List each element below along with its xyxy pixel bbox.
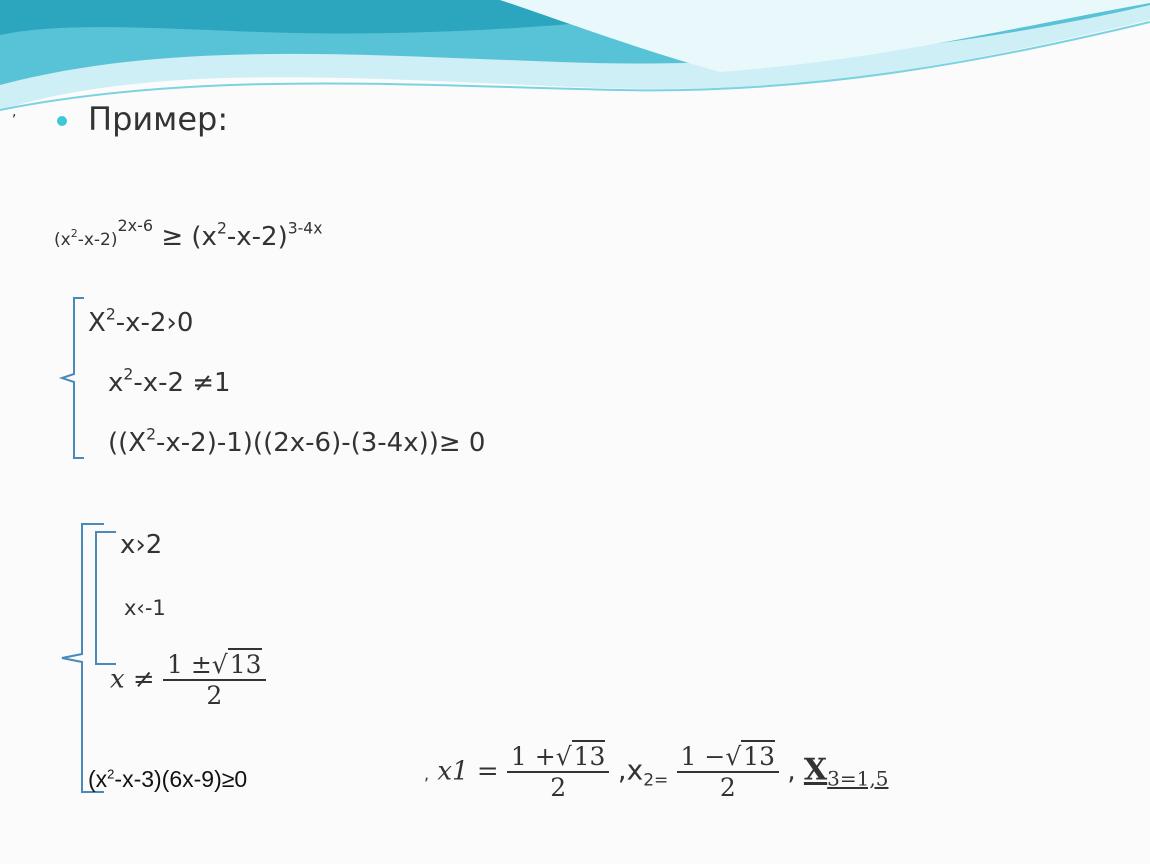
system-brace-1: [58, 296, 88, 464]
system2-neq-fraction: x ≠ $\frac{1 \pm√13}{2}$: [110, 650, 266, 710]
system1-line3: $((X^2-x-2)-1)((2x-6)-(3-4x))\ge 0$: [108, 425, 486, 458]
roots-line: , x1 = $\frac{1 +√13}{2}$ $,x_{2=}$ $\frac{1 -√13}{2}$ , $X_{3=1,5}$: [424, 742, 889, 802]
system2-line2: x‹-1: [124, 596, 166, 620]
main-inequality: $(x^2-x-2)^{2x-6} \ge (x^2-x-2)^{3-4x}$: [54, 216, 323, 252]
system2-product-line: $(x^2-x-3)(6x-9)\ge 0$: [88, 766, 248, 792]
system1-line2: $x^2-x-2 \ne 1$: [108, 365, 231, 398]
slide-title: Пример:: [88, 100, 229, 138]
system1-line1: $X^2-x-2›0$: [88, 305, 194, 338]
bullet-dot: [57, 116, 67, 126]
stray-comma: ,: [12, 104, 17, 120]
system-brace-2-inner: [90, 530, 120, 670]
system2-line1: x›2: [120, 530, 163, 560]
